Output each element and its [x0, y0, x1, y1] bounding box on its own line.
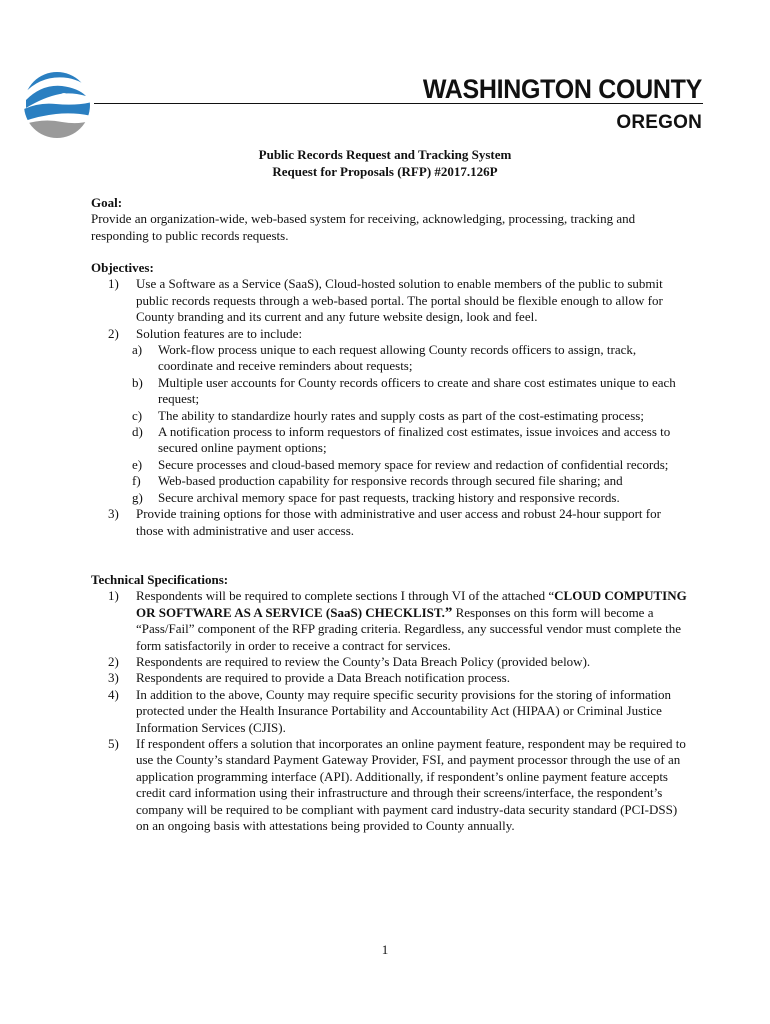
list-item: 2) Solution features are to include:	[108, 325, 303, 341]
washington-county-logo	[22, 70, 92, 140]
checklist-title: CLOUD COMPUTING OR SOFTWARE AS A SERVICE (SaaS) CHECKLIST.	[136, 588, 687, 620]
tech-heading: Technical Specifications:	[91, 572, 229, 587]
list-item: 1) Respondents will be required to complete sections I through VI of the attached “CLOUD COMPUTING OR SOFTWARE AS A SERVICE (SaaS) CHECKLIST.” Responses on this form will become a “Pass/Fail” component of the RFP grading criteria. Regardless, any successful vendor must complete the form satisfactorily in order to receive a contract for services.	[108, 588, 687, 653]
technical-specifications-section	[91, 572, 691, 835]
list-item: 3) Respondents are required to provide a Data Breach notification process.	[108, 670, 510, 686]
goal-section	[91, 195, 691, 244]
list-item: 4) In addition to the above, County may require specific security provisions for the storing of information protected under the Health Insurance Portability and Accountability Act (HIPAA) or Criminal Justice Information Services (CJIS).	[108, 686, 672, 735]
header-divider	[94, 103, 703, 104]
list-item: 1) Use a Software as a Service (SaaS), Cloud-hosted solution to enable members of the public to submit public records requests through a web-based portal. The portal should be flexible enough to allow for County branding and its current and any future website design, look and feel.	[108, 276, 663, 325]
objectives-section	[91, 260, 691, 539]
sub-list-item: e) Secure processes and cloud-based memory space for review and redaction of confidential records;	[132, 456, 669, 472]
document-subtitle: Request for Proposals (RFP) #2017.126P	[272, 164, 498, 179]
sub-list-item: b) Multiple user accounts for County records officers to create and share cost estimates unique to each request;	[132, 374, 676, 407]
sub-list-item: c) The ability to standardize hourly rates and supply costs as part of the cost-estimating process;	[132, 407, 644, 423]
sub-list-item: a) Work-flow process unique to each request allowing County records officers to assign, track, coordinate and receive reminders about requests;	[132, 342, 637, 374]
sub-list-item: d) A notification process to inform requestors of finalized cost estimates, issue invoices and access to secured online payment options;	[132, 424, 671, 456]
county-name: WASHINGTON COUNTY	[422, 74, 702, 105]
list-item: 3) Provide training options for those with administrative and user access and robust 24-hour support for those with administrative and user access.	[108, 506, 661, 538]
list-item: 2) Respondents are required to review the County’s Data Breach Policy (provided below).	[108, 654, 591, 670]
sub-list-item: f) Web-based production capability for responsive records through secured file sharing; and	[132, 473, 623, 489]
document-title: Public Records Request and Tracking System	[258, 147, 512, 162]
state-name: OREGON	[616, 112, 702, 133]
sub-list-item: g) Secure archival memory space for past requests, tracking history and responsive records.	[132, 489, 620, 505]
objectives-heading: Objectives:	[91, 260, 154, 275]
goal-heading: Goal:	[91, 195, 123, 210]
page-number: 1	[381, 942, 389, 957]
list-item: 5) If respondent offers a solution that incorporates an online payment feature, respondent may be required to use the County’s standard Payment Gateway Provider, FSI, and payment processor through the use of an application programming interface (API). Additionally, if respondent’s online payment feature accepts credit card information using their infrastructure and through their screens/interface, the respondent’s company will be required to be compliant with payment card industry-data security standard (PCI-DSS) on an ongoing basis with attestations being provided to County annually.	[108, 736, 686, 834]
goal-text: Provide an organization-wide, web-based system for receiving, acknowledging, processing, tracking and responding to public records requests.	[91, 211, 636, 243]
